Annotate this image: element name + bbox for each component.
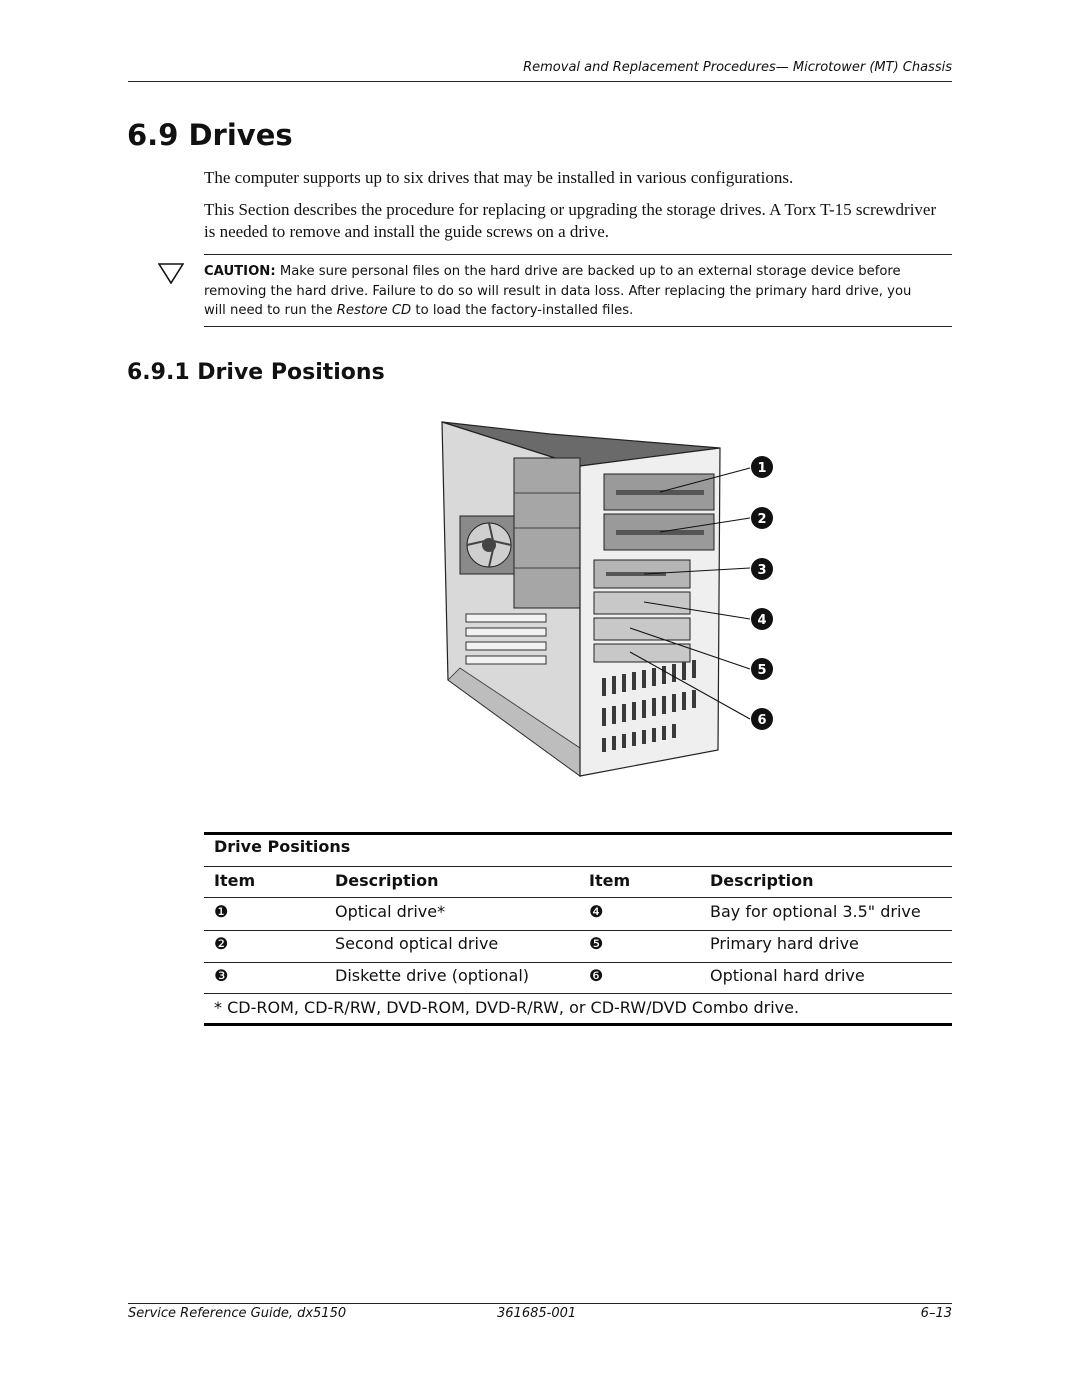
table-row-rule — [204, 962, 952, 963]
row-1-item-1: ❶ — [214, 902, 229, 921]
caution-top-rule — [204, 254, 952, 255]
footer-page-number: 6–13 — [920, 1306, 952, 1321]
svg-text:4: 4 — [757, 613, 767, 628]
row-2-item-1: ❷ — [214, 934, 229, 953]
caution-bottom-rule — [204, 326, 952, 327]
header-rule — [128, 81, 952, 82]
callout-2 — [751, 507, 773, 529]
procedure-paragraph: This Section describes the procedure for replacing or upgrading the storage drives. A Torx T-15 screwdriver is needed to remove and install the guide screws on a drive. — [204, 200, 937, 241]
table-row-rule — [204, 993, 952, 994]
table-header-item-1: Item — [214, 871, 256, 890]
section-title: 6.9 Drives — [127, 118, 293, 152]
chassis-illustration — [430, 418, 790, 783]
caution-body-end: to load the factory-installed files. — [415, 303, 634, 318]
callout-6 — [751, 708, 773, 730]
table-top-rule — [204, 832, 952, 835]
restore-cd-term: Restore CD — [336, 303, 412, 318]
table-row-rule — [204, 930, 952, 931]
caution-label: CAUTION: — [204, 264, 276, 279]
svg-text:1: 1 — [757, 461, 767, 476]
row-3-description-2: Optional hard drive — [710, 966, 865, 985]
table-bottom-rule — [204, 1023, 952, 1026]
chassis-drive-figure — [430, 418, 790, 783]
svg-text:3: 3 — [757, 563, 767, 578]
callout-5 — [751, 658, 773, 680]
table-header-item-2: Item — [589, 871, 631, 890]
running-header: Removal and Replacement Procedures— Microtower (MT) Chassis — [523, 60, 952, 75]
subsection-title: 6.9.1 Drive Positions — [127, 360, 385, 385]
intro-paragraph: The computer supports up to six drives that may be installed in various configurations. — [204, 168, 794, 187]
row-2-item-2: ❺ — [589, 934, 604, 953]
caution-body: Make sure personal files on the hard drive are backed up to an external storage device before removing the hard drive. Failure to do so will result in data loss. After replacing the primary hard drive, you will need to run the — [204, 264, 912, 318]
row-3-description-1: Diskette drive (optional) — [335, 966, 530, 985]
callout-3 — [751, 558, 773, 580]
row-1-item-2: ❹ — [589, 902, 604, 921]
table-header-description-2: Description — [710, 871, 814, 890]
callout-4 — [751, 608, 773, 630]
svg-text:6: 6 — [757, 713, 767, 728]
footer-rule — [128, 1303, 952, 1304]
callout-1 — [751, 456, 773, 478]
row-3-item-1: ❸ — [214, 966, 229, 985]
row-2-description-2: Primary hard drive — [710, 934, 859, 953]
caution-text — [204, 262, 924, 321]
row-1-description-2: Bay for optional 3.5" drive — [710, 902, 921, 921]
footer-guide-title: Service Reference Guide, dx5150 — [128, 1306, 347, 1321]
svg-text:2: 2 — [757, 512, 767, 527]
row-3-item-2: ❻ — [589, 966, 604, 985]
row-2-description-1: Second optical drive — [335, 934, 499, 953]
svg-text:5: 5 — [757, 663, 767, 678]
footer-part-number: 361685-001 — [497, 1306, 577, 1321]
table-header-rule — [204, 897, 952, 898]
table-header-description-1: Description — [335, 871, 439, 890]
row-1-description-1: Optical drive* — [335, 902, 446, 921]
table-title: Drive Positions — [214, 837, 351, 856]
table-footnote: * CD-ROM, CD-R/RW, DVD-ROM, DVD-R/RW, or CD-RW/DVD Combo drive. — [214, 998, 800, 1017]
caution-triangle-icon — [158, 262, 184, 289]
table-title-rule — [204, 866, 952, 867]
